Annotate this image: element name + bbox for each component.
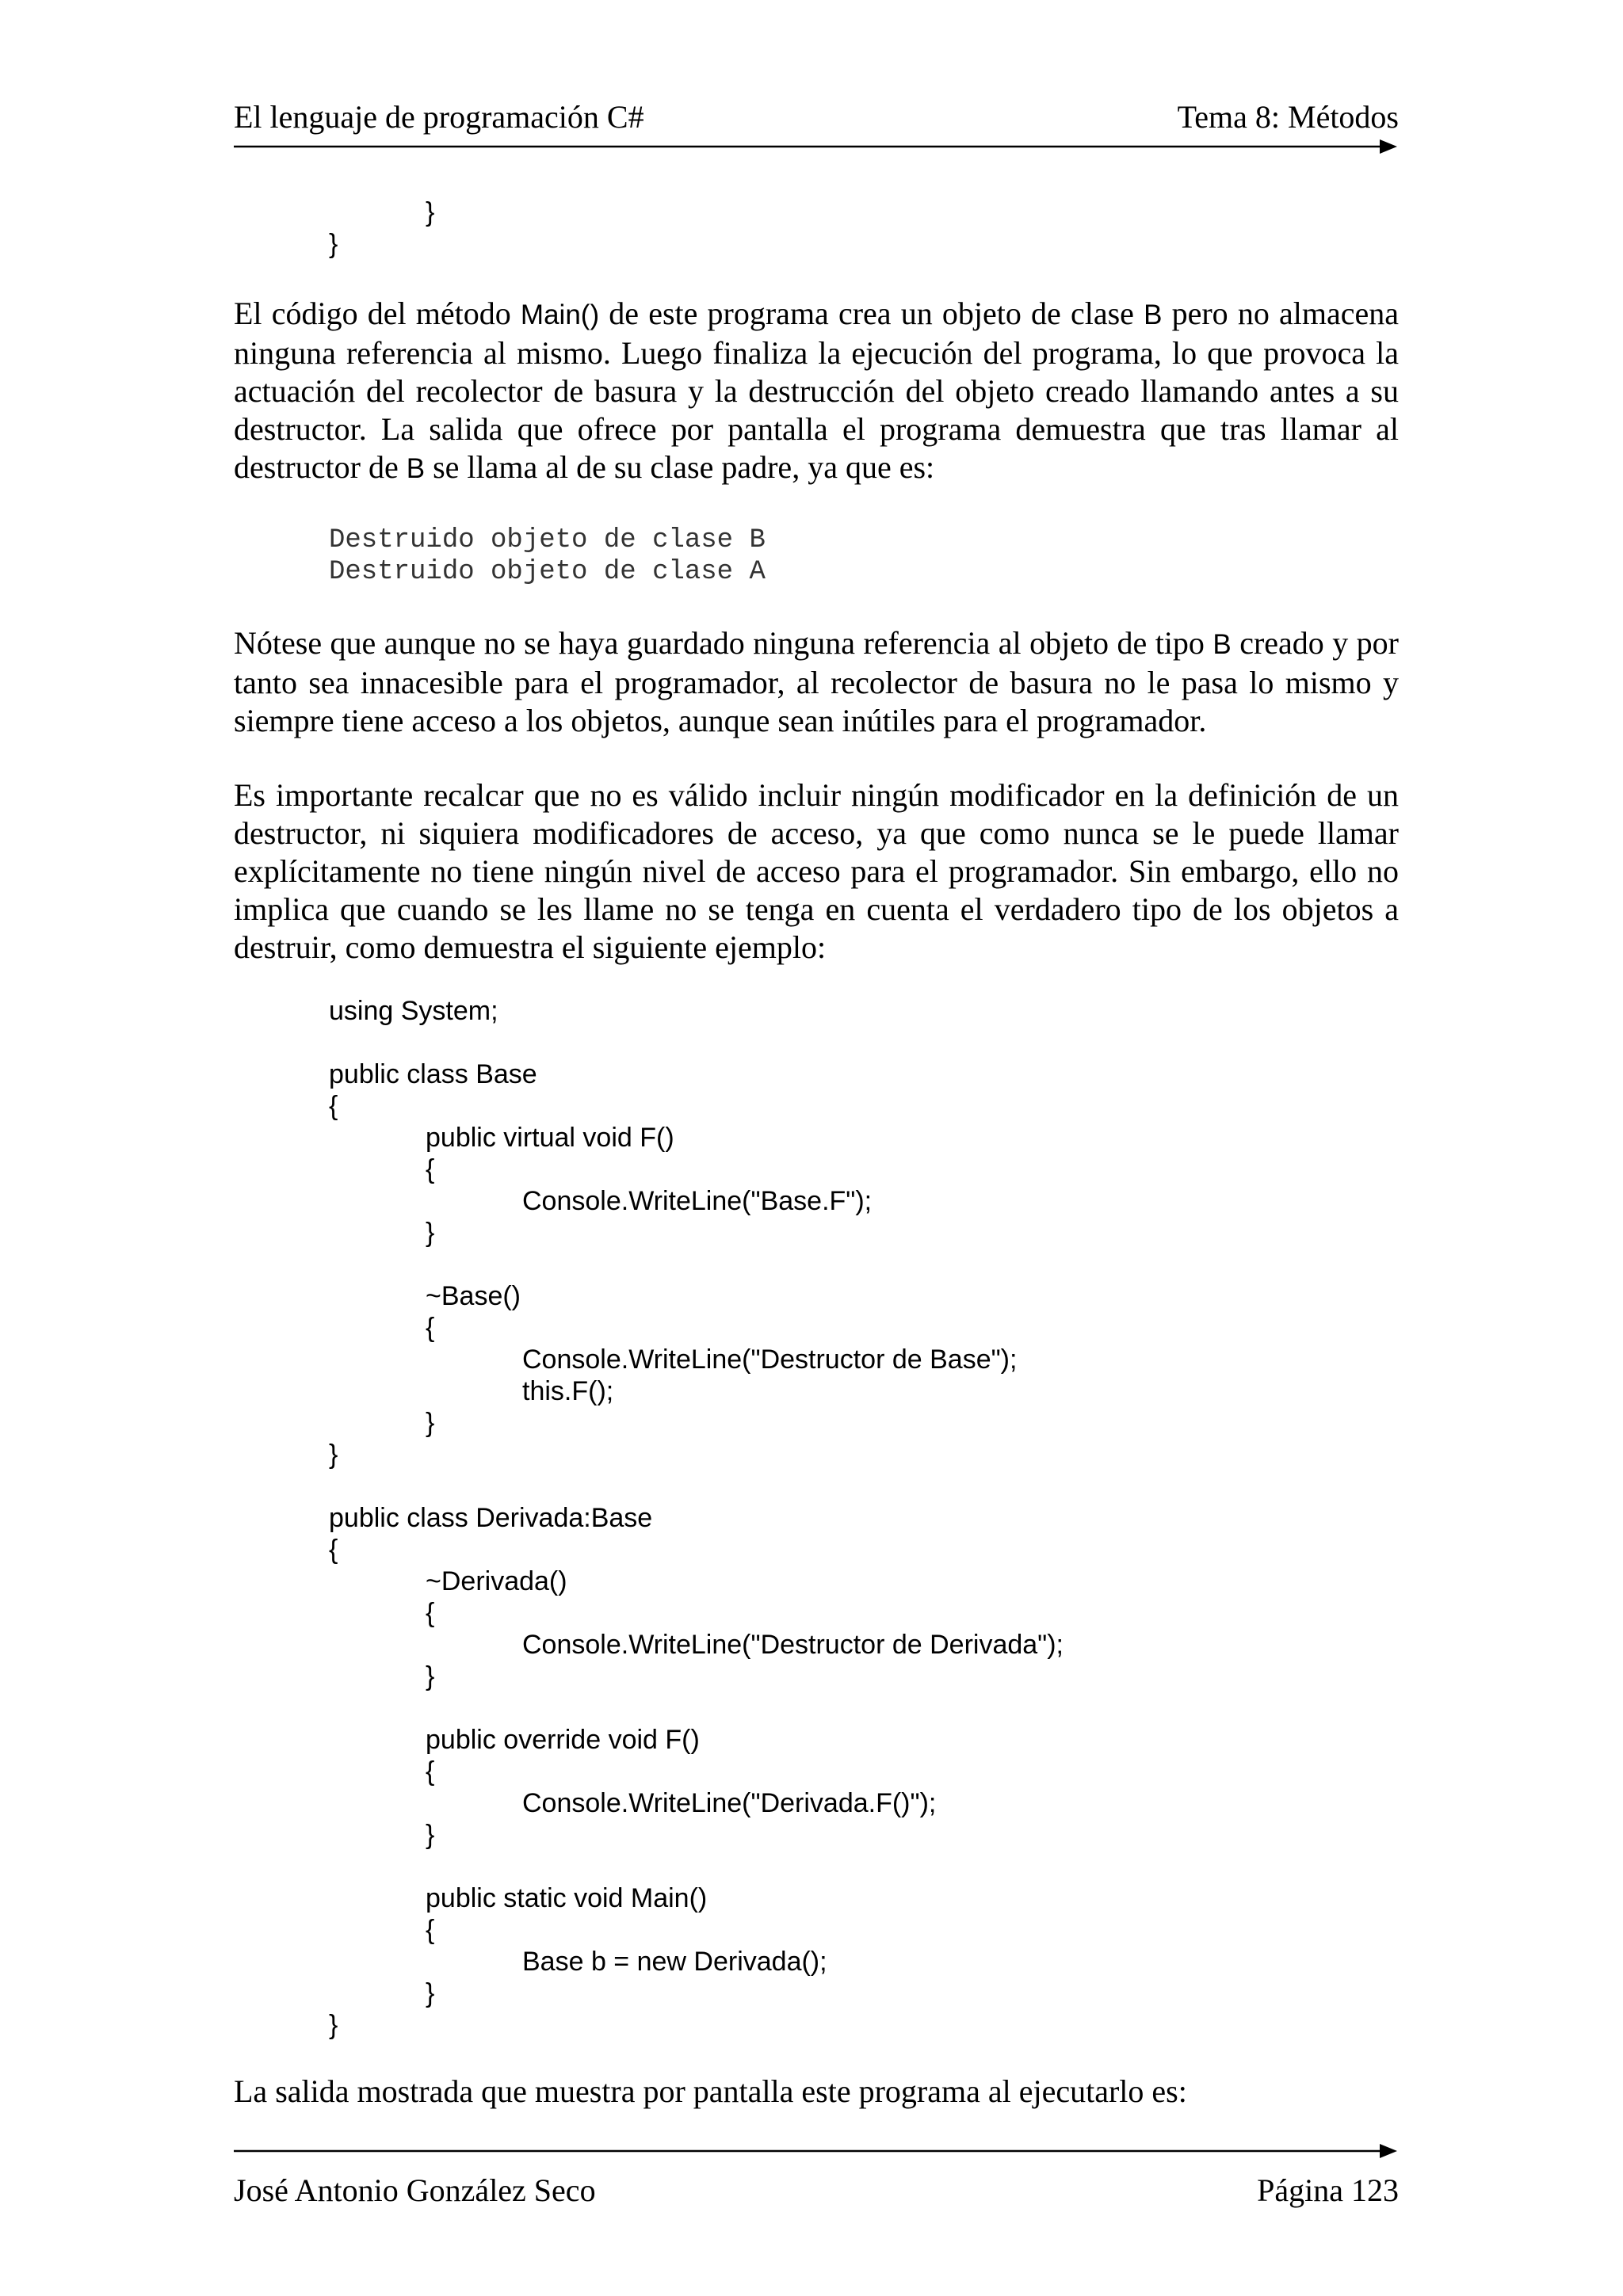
- page-header: [234, 93, 1399, 141]
- para1-inline-code-main: Main(): [520, 299, 600, 330]
- code-line: Console.WriteLine("Destructor de Derivada");: [522, 1630, 1064, 1660]
- para2-text-2: creado y por tanto sea innacesible para el programador, al recolector de basura no le pasa lo mismo y siempre tiene acceso a los objetos, aunque sean inútiles para el programador.: [234, 625, 1400, 738]
- code-line: ~Base(): [426, 1281, 521, 1311]
- code-line: }: [426, 1820, 435, 1850]
- code-line: public virtual void F(): [426, 1123, 674, 1153]
- header-book-title: El lenguaje de programación C#: [234, 99, 644, 135]
- paragraph-garbage-collector-note: [234, 624, 1399, 740]
- document-page: [234, 0, 1399, 2296]
- footer-author: José Antonio González Seco: [234, 2172, 596, 2208]
- footer-arrow-rule: [234, 2141, 1399, 2161]
- paragraph-output-intro: La salida mostrada que muestra por pantalla este programa al ejecutarlo es:: [234, 2073, 1187, 2109]
- para1-text-1: El código del método: [234, 296, 521, 331]
- header-arrow-rule: [234, 136, 1399, 157]
- code-line: Base b = new Derivada();: [522, 1947, 827, 1977]
- footer-page-number: Página 123: [1257, 2172, 1399, 2208]
- code-line: Console.WriteLine("Derivada.F()");: [522, 1788, 937, 1818]
- output-line-1: Destruido objeto de clase B: [329, 525, 766, 555]
- para1-inline-code-b-2: B: [406, 453, 426, 484]
- code-line: }: [426, 1218, 435, 1248]
- code-line: Console.WriteLine("Destructor de Base");: [522, 1344, 1018, 1375]
- code-line: }: [426, 1978, 435, 2008]
- header-chapter-title: Tema 8: Métodos: [1177, 99, 1399, 135]
- para1-text-4: se llama al de su clase padre, ya que es:: [425, 449, 935, 485]
- paragraph-main-explanation: [234, 295, 1399, 488]
- output-line-2: Destruido objeto de clase A: [329, 557, 766, 587]
- code-line: {: [426, 1598, 435, 1628]
- paragraph-destructor-modifiers: Es importante recalcar que no es válido incluir ningún modificador en la definición de un destructor, ni siquiera modificadores de acceso, ya que como nunca se le puede llamar explícitamente no tiene ningún nivel de acceso para el programador. Sin embargo, ello no implica que cuando se les llame no se tenga en cuenta el verdadero tipo de los objetos a destruir, como demuestra el siguiente ejemplo:: [234, 777, 1399, 965]
- code-line: public class Base: [329, 1059, 537, 1089]
- code-closing-brace-inner: }: [426, 197, 435, 227]
- code-line: {: [426, 1154, 435, 1184]
- para1-text-2: de este programa crea un objeto de clase: [599, 296, 1144, 331]
- code-line: this.F();: [522, 1376, 614, 1406]
- code-line: using System;: [329, 996, 498, 1026]
- page-footer: [234, 2167, 1399, 2214]
- code-line: }: [426, 1408, 435, 1438]
- para1-text-3: pero no almacena ninguna referencia al mismo. Luego finaliza la ejecución del programa, lo que provoca la actuación del recolector de basura y la destrucción del objeto creado llamando antes a su destructor. La salida que ofrece por pantalla el programa demuestra que tras llamar al destructor de: [234, 296, 1399, 485]
- code-line: }: [426, 1661, 435, 1691]
- para2-text-1: Nótese que aunque no se haya guardado ninguna referencia al objeto de tipo: [234, 625, 1213, 661]
- para1-inline-code-b: B: [1144, 299, 1163, 330]
- code-line: Console.WriteLine("Base.F");: [522, 1186, 873, 1216]
- code-line: ~Derivada(): [426, 1566, 567, 1596]
- code-line: {: [329, 1091, 338, 1121]
- code-line: {: [426, 1313, 435, 1343]
- code-line: }: [329, 1440, 338, 1470]
- code-closing-brace-outer: }: [329, 229, 338, 259]
- code-line: public class Derivada:Base: [329, 1503, 653, 1533]
- code-line: public override void F(): [426, 1725, 700, 1755]
- code-line: {: [426, 1915, 435, 1945]
- code-line: }: [329, 2010, 338, 2040]
- para2-inline-code-b: B: [1212, 629, 1232, 660]
- code-line: {: [329, 1535, 338, 1565]
- code-line: {: [426, 1756, 435, 1787]
- code-line: public static void Main(): [426, 1883, 708, 1913]
